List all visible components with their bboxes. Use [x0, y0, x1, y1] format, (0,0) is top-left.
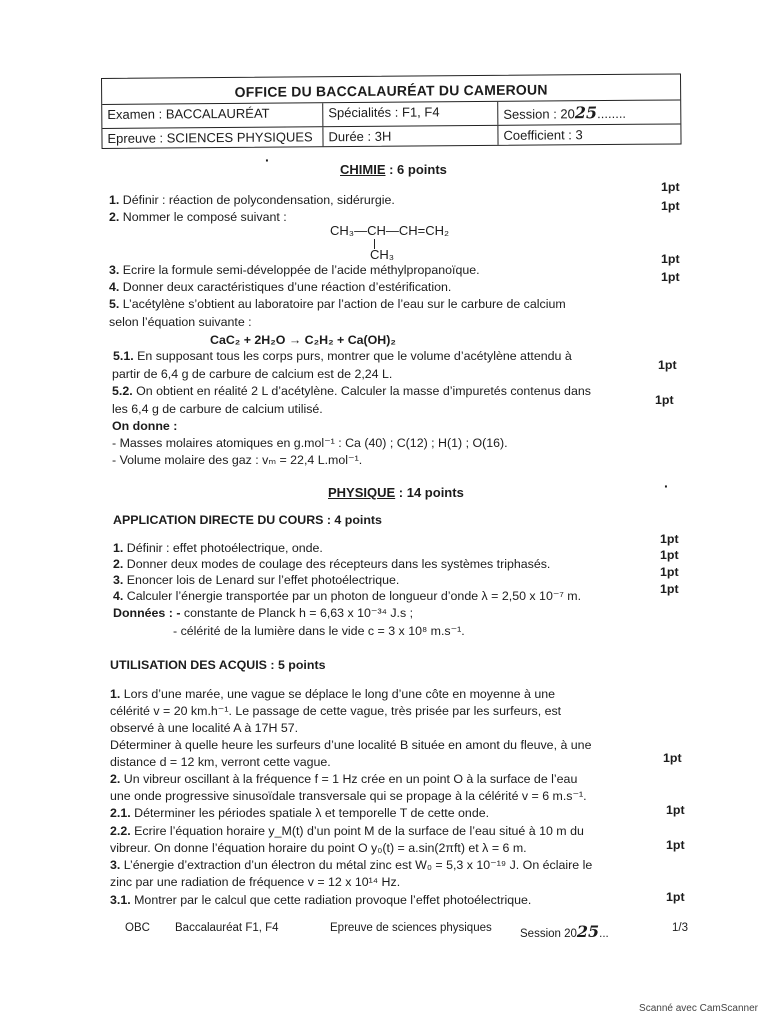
q-number: 1. [110, 687, 121, 701]
physique-u1 [110, 686, 555, 702]
physique-a2 [113, 556, 550, 572]
footer-obc: OBC [125, 922, 150, 934]
physique-u1-line5: distance d = 12 km, verront cette vague. [110, 755, 331, 769]
donnees-label: Données : - [113, 606, 181, 620]
molar-masses: - Masses molaires atomiques en g.mol⁻¹ : Ca (40) ; C(12) ; H(1) ; O(16). [112, 436, 508, 450]
q-text: L’énergie d’extraction d’un électron du métal zinc est W₀ = 5,3 x 10⁻¹⁹ J. On éclaire le [120, 858, 593, 872]
footer-session-handwritten: 25 [576, 922, 600, 941]
q-number: 1. [113, 541, 124, 555]
q-number: 3. [110, 858, 121, 872]
chimie-q51-line2: partir de 6,4 g de carbure de calcium est de 2,24 L. [112, 367, 393, 381]
points-badge: 1pt [660, 532, 679, 546]
footer-session [520, 922, 609, 941]
q-text: Calculer l’énergie transportée par un photon de longueur d’onde λ = 2,50 x 10⁻⁷ m. [123, 589, 582, 603]
points-badge: 1pt [660, 565, 679, 579]
q-number: 2.2. [110, 824, 131, 838]
q-number: 4. [113, 589, 124, 603]
session-label: Session : 20 [503, 106, 575, 122]
exam-cell: Examen : BACCALAURÉAT [102, 103, 323, 128]
stray-dot: · [664, 478, 669, 494]
physique-u22 [110, 823, 584, 839]
session-dots: ........ [597, 105, 627, 122]
stray-dot: · [265, 152, 270, 168]
q-text: Montrer par le calcul que cette radiation provoque l’effet photoélectrique. [130, 893, 532, 907]
footer-page-number: 1/3 [672, 922, 688, 934]
session-cell [498, 100, 680, 124]
specialites-cell: Spécialités : F1, F4 [323, 102, 498, 126]
donnees [113, 605, 413, 621]
footer-epreuve: Epreuve de sciences physiques [330, 922, 492, 934]
points-badge: 1pt [666, 803, 685, 817]
q-text: Enoncer lois de Lenard sur l’effet photoélectrique. [123, 573, 400, 587]
points-badge: 1pt [661, 199, 680, 213]
physique-a1 [113, 540, 323, 556]
session-handwritten: 25 [574, 103, 598, 123]
q-number: 4. [109, 280, 120, 294]
chimie-title: CHIMIE [340, 162, 386, 177]
physique-a3 [113, 572, 399, 588]
duree-cell: Durée : 3H [323, 126, 498, 146]
q-number: 5.1. [113, 349, 134, 363]
chimie-points: : 6 points [385, 162, 447, 177]
points-badge: 1pt [661, 180, 680, 194]
points-badge: 1pt [661, 270, 680, 284]
q-number: 5.2. [112, 384, 133, 398]
q-number: 3.1. [110, 893, 131, 907]
physique-u1-line4: Déterminer à quelle heure les surfeurs d’une localité B située en amont du fleuve, à une [110, 738, 592, 752]
physique-u3 [110, 857, 592, 873]
chimie-q2 [109, 209, 287, 225]
q-number: 3. [109, 263, 120, 277]
q-number: 2.1. [110, 806, 131, 820]
q-text: Définir : effet photoélectrique, onde. [123, 541, 323, 555]
physique-u21 [110, 805, 489, 821]
epreuve-cell: Epreuve : SCIENCES PHYSIQUES [102, 127, 323, 148]
formula-main: CH₃—CH—CH=CH₂ [330, 223, 450, 238]
q-text: Ecrire la formule semi-développée de l’acide méthylpropanoïque. [119, 263, 480, 277]
physique-u1-line2: célérité v = 20 km.h⁻¹. Le passage de cette vague, très prisée par les surfeurs, est [110, 704, 562, 718]
physique-u31 [110, 892, 531, 908]
q-number: 2. [110, 772, 121, 786]
q-text: Un vibreur oscillant à la fréquence f = 1 Hz crée en un point O à la surface de l’eau [120, 772, 578, 786]
points-badge: 1pt [666, 890, 685, 904]
molar-volume: - Volume molaire des gaz : vₘ = 22,4 L.mol⁻¹. [112, 453, 363, 467]
q-text: En supposant tous les corps purs, montrer que le volume d’acétylène attendu à [133, 349, 572, 363]
application-heading: APPLICATION DIRECTE DU COURS : 4 points [113, 513, 382, 527]
chemical-formula [330, 223, 450, 262]
scanner-watermark: Scanné avec CamScanner [639, 1003, 758, 1014]
donnees-planck: constante de Planck h = 6,63 x 10⁻³⁴ J.s ; [180, 606, 414, 620]
points-badge: 1pt [663, 751, 682, 765]
formula-branch: CH₃ [370, 247, 395, 262]
chimie-equation: CaC₂ + 2H₂O → C₂H₂ + Ca(OH)₂ [210, 333, 396, 347]
on-donne: On donne : [112, 419, 178, 433]
q-text: Définir : réaction de polycondensation, sidérurgie. [119, 193, 395, 207]
chimie-q51 [113, 348, 572, 364]
q-text: Ecrire l’équation horaire y_M(t) d’un point M de la surface de l’eau situé à 10 m du [130, 824, 584, 838]
q-text: L’acétylène s’obtient au laboratoire par l’action de l’eau sur le carbure de calcium [119, 297, 566, 311]
chimie-heading [340, 162, 447, 178]
chimie-q52-line2: les 6,4 g de carbure de calcium utilisé. [112, 402, 323, 416]
utilisation-heading: UTILISATION DES ACQUIS : 5 points [110, 658, 326, 672]
chimie-q3 [109, 262, 480, 278]
physique-u3-line2: zinc par une radiation de fréquence v = 12 x 10¹⁴ Hz. [110, 875, 401, 889]
physique-title: PHYSIQUE [328, 485, 396, 500]
q-text: Déterminer les périodes spatiale λ et temporelle T de cette onde. [130, 806, 490, 820]
q-text: Donner deux caractéristiques d’une réaction d’estérification. [119, 280, 452, 294]
chimie-q52 [112, 383, 591, 399]
points-badge: 1pt [661, 252, 680, 266]
points-badge: 1pt [658, 358, 677, 372]
q-text: On obtient en réalité 2 L d’acétylène. Calculer la masse d’impuretés contenus dans [132, 384, 591, 398]
office-title: OFFICE DU BACCALAURÉAT DU CAMEROUN [102, 74, 680, 105]
points-badge: 1pt [666, 838, 685, 852]
q-text: Donner deux modes de coulage des récepteurs dans les systèmes triphasés. [123, 557, 551, 571]
physique-points: : 14 points [395, 485, 464, 500]
q-text: Nommer le composé suivant : [119, 210, 287, 224]
physique-u1-line3: observé à une localité A à 17H 57. [110, 721, 299, 735]
chimie-q4 [109, 279, 451, 295]
footer-session-label: Session 20 [520, 928, 577, 940]
physique-u2-line2: une onde progressive sinusoïdale transversale qui se propage à la célérité v = 6 m.s⁻¹. [110, 789, 587, 803]
physique-heading [328, 485, 464, 501]
header-table [101, 73, 682, 149]
physique-u2 [110, 771, 577, 787]
q-number: 2. [113, 557, 124, 571]
q-number: 1. [109, 193, 120, 207]
q-number: 2. [109, 210, 120, 224]
footer-session-dots: ... [599, 928, 609, 940]
points-badge: 1pt [655, 393, 674, 407]
chimie-q1 [109, 192, 395, 208]
q-number: 5. [109, 297, 120, 311]
coefficient-cell: Coefficient : 3 [503, 127, 583, 143]
q-number: 3. [113, 573, 124, 587]
physique-u22-line2: vibreur. On donne l’équation horaire du point O y₀(t) = a.sin(2πft) et λ = 6 m. [110, 841, 527, 855]
chimie-q5 [109, 296, 566, 312]
header-row-1 [102, 100, 680, 128]
chimie-q5-line2: selon l’équation suivante : [109, 315, 252, 329]
points-badge: 1pt [660, 548, 679, 562]
q-text: Lors d’une marée, une vague se déplace le long d’une côte en moyenne à une [120, 687, 556, 701]
donnees-celerite: - célérité de la lumière dans le vide c = 3 x 10⁸ m.s⁻¹. [173, 624, 465, 638]
physique-a4 [113, 588, 581, 604]
footer-bac: Baccalauréat F1, F4 [175, 922, 279, 934]
points-badge: 1pt [660, 582, 679, 596]
